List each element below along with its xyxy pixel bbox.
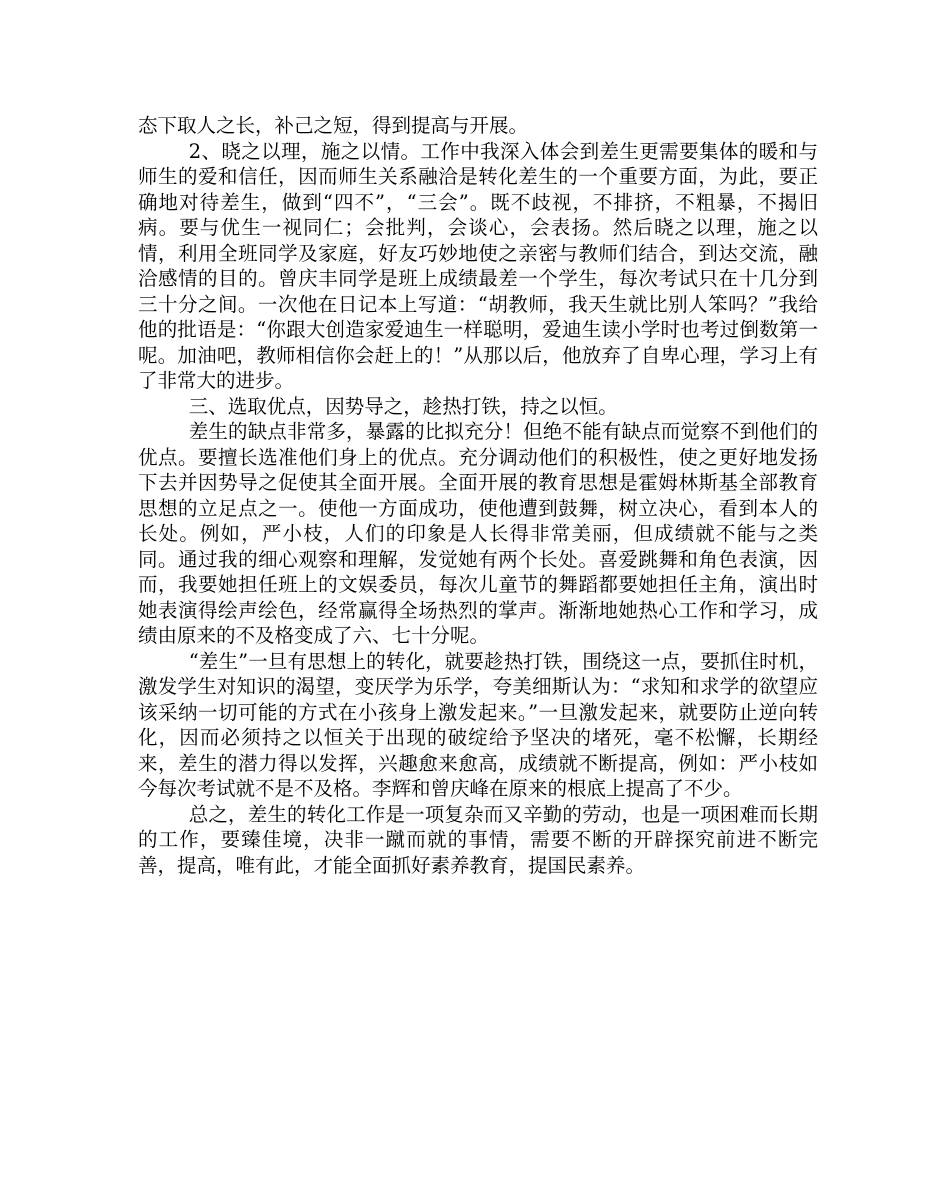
section-heading-strengths: 三、选取优点，因势导之，趁热打铁，持之以恒。	[188, 394, 618, 418]
paragraph-reason-and-emotion: 2、晓之以理，施之以情。工作中我深入体会到差生更需要集体的暖和与师生的爱和信任，因而师生关系融洽是转化差生的一个重要方面，为此，要正确地对待差生，做到“四不”，“三会”。既不歧视，不排挤，不粗暴，不揭旧病。要与优生一视同仁；会批判，会谈心，会表扬。然后晓之以理，施之以情，利用全班同学及家庭，好友巧妙地使之亲密与教师们结合，到达交流，融洽感情的目的。曾庆丰同学是班上成绩最差一个学生，每次考试只在十几分到三十分之间。一次他在日记本上写道：“胡教师，我天生就比别人笨吗？”我给他的批语是：“你跟大创造家爱迪生一样聪明，爱迪生读小学时也考过倒数第一呢。加油吧，教师相信你会赶上的！”从那以后，他放弃了自卑心理，学习上有了非常大的进步。	[138, 139, 818, 392]
paragraph-conclusion: 总之，差生的转化工作是一项复杂而又辛勤的劳动，也是一项困难而长期的工作，要臻佳境，决非一蹴而就的事情，需要不断的开辟探究前进不断完善，提高，唯有此，才能全面抓好素养教育，提国民素养。	[138, 802, 818, 877]
paragraph-continuation: 态下取人之长，补己之短，得到提高与开展。	[138, 114, 529, 137]
document-body	[138, 113, 818, 878]
paragraph-strike-while-hot: “差生”一旦有思想上的转化，就要趁热打铁，围绕这一点，要抓住时机，激发学生对知识的渴望，变厌学为乐学，夸美细斯认为：“求知和求学的欲望应该采纳一切可能的方式在小孩身上激发起来。”一旦激发起来，就要防止逆向转化，因而必须持之以恒关于出现的破绽给予坚决的堵死，毫不松懈，长期经来，差生的潜力得以发挥，兴趣愈来愈高，成绩就不断提高，例如：严小枝如今每次考试就不是不及格。李辉和曾庆峰在原来的根底上提高了不少。	[138, 649, 818, 800]
paragraph-strengths: 差生的缺点非常多，暴露的比拟充分！但绝不能有缺点而觉察不到他们的优点。要擅长选准他们身上的优点。充分调动他们的积极性，使之更好地发扬下去并因势导之促使其全面开展。全面开展的教育思想是霍姆林斯基全部教育思想的立足点之一。使他一方面成功，使他遭到鼓舞，树立决心，看到本人的长处。例如，严小枝，人们的印象是人长得非常美丽，但成绩就不能与之类同。通过我的细心观察和理解，发觉她有两个长处。喜爱跳舞和角色表演，因而，我要她担任班上的文娱委员，每次儿童节的舞蹈都要她担任主角，演出时她表演得绘声绘色，经常赢得全场热烈的掌声。渐渐地她热心工作和学习，成绩由原来的不及格变成了六、七十分呢。	[138, 420, 818, 647]
